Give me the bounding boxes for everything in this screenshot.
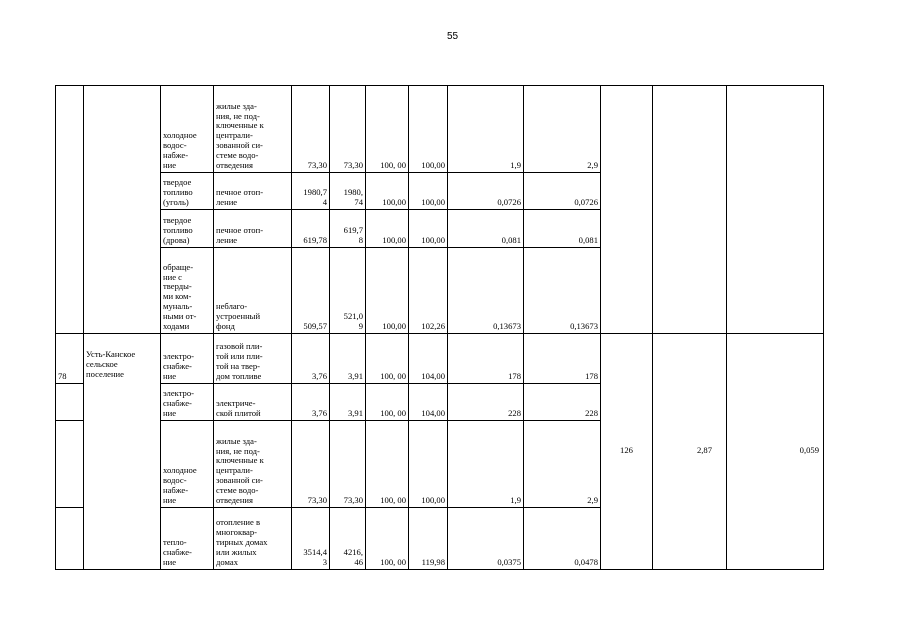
cell-v2: 3,91 xyxy=(330,384,366,421)
cell-type: печное отоп- ление xyxy=(214,173,292,210)
cell-service: электро- снабже- ние xyxy=(161,334,214,384)
cell-no xyxy=(56,421,84,508)
cell-v3: 100,00 xyxy=(366,248,409,334)
cell-v4: 100,00 xyxy=(409,210,448,248)
cell-service: электро- снабже- ние xyxy=(161,384,214,421)
cell-v1: 73,30 xyxy=(292,86,330,173)
cell-type: электриче- ской плитой xyxy=(214,384,292,421)
cell-v5: 0,13673 xyxy=(448,248,524,334)
cell-service: обраще- ние с тверды- ми ком- муналь- ными от- ходами xyxy=(161,248,214,334)
cell-v2: 3,91 xyxy=(330,334,366,384)
cell-service: холодное водос- набже- ние xyxy=(161,421,214,508)
cell-v4: 100,00 xyxy=(409,86,448,173)
cell-v5: 0,081 xyxy=(448,210,524,248)
cell-v1: 73,30 xyxy=(292,421,330,508)
cell-summary-c: 0,059 xyxy=(727,334,824,570)
cell-summary-b-top xyxy=(653,86,727,334)
cell-v6: 2,9 xyxy=(524,421,601,508)
cell-v2: 521,0 9 xyxy=(330,248,366,334)
cell-service: твердое топливо (уголь) xyxy=(161,173,214,210)
cell-v3: 100, 00 xyxy=(366,508,409,570)
cell-summary-b: 2,87 xyxy=(653,334,727,570)
cell-v5: 0,0375 xyxy=(448,508,524,570)
cell-v6: 2,9 xyxy=(524,86,601,173)
cell-v3: 100,00 xyxy=(366,210,409,248)
cell-v1: 3,76 xyxy=(292,334,330,384)
cell-v6: 0,081 xyxy=(524,210,601,248)
cell-no xyxy=(56,508,84,570)
cell-type: газовой пли- той или пли- той на твер- дом топливе xyxy=(214,334,292,384)
cell-v6: 0,0726 xyxy=(524,173,601,210)
cell-service: твердое топливо (дрова) xyxy=(161,210,214,248)
cell-service: тепло- снабже- ние xyxy=(161,508,214,570)
cell-summary-c-top xyxy=(727,86,824,334)
cell-summary-a-top xyxy=(601,86,653,334)
cell-v4: 104,00 xyxy=(409,384,448,421)
cell-v4: 102,26 xyxy=(409,248,448,334)
cell-v3: 100, 00 xyxy=(366,421,409,508)
cell-v5: 1,9 xyxy=(448,421,524,508)
cell-type: неблаго- устроенный фонд xyxy=(214,248,292,334)
table-row xyxy=(56,334,824,384)
cell-type: жилые зда- ния, не под- ключенные к централи- зованной си- стеме водо- отведения xyxy=(214,421,292,508)
cell-v2: 619,7 8 xyxy=(330,210,366,248)
cell-no xyxy=(56,86,84,334)
cell-v3: 100,00 xyxy=(366,173,409,210)
cell-type: жилые зда- ния, не под- ключенные к централи- зованной си- стеме водо- отведения xyxy=(214,86,292,173)
cell-v6: 228 xyxy=(524,384,601,421)
cell-v2: 73,30 xyxy=(330,86,366,173)
cell-v2: 73,30 xyxy=(330,421,366,508)
cell-v1: 619,78 xyxy=(292,210,330,248)
cell-v1: 509,57 xyxy=(292,248,330,334)
cell-v1: 1980,7 4 xyxy=(292,173,330,210)
cell-v5: 0,0726 xyxy=(448,173,524,210)
cell-settlement xyxy=(84,86,161,334)
cell-v5: 228 xyxy=(448,384,524,421)
cell-v4: 100,00 xyxy=(409,421,448,508)
cell-v3: 100, 00 xyxy=(366,86,409,173)
cell-v4: 104,00 xyxy=(409,334,448,384)
cell-v6: 0,0478 xyxy=(524,508,601,570)
cell-v6: 0,13673 xyxy=(524,248,601,334)
cell-type: отопление в многоквар- тирных домах или жилых домах xyxy=(214,508,292,570)
cell-v4: 119,98 xyxy=(409,508,448,570)
cell-v5: 1,9 xyxy=(448,86,524,173)
cell-v4: 100,00 xyxy=(409,173,448,210)
cell-settlement: Усть-Канское сельское поселение xyxy=(84,334,161,570)
cell-service: холодное водос- набже- ние xyxy=(161,86,214,173)
cell-v3: 100, 00 xyxy=(366,384,409,421)
cell-v1: 3,76 xyxy=(292,384,330,421)
cell-no: 78 xyxy=(56,334,84,384)
cell-v5: 178 xyxy=(448,334,524,384)
tariff-table xyxy=(55,85,824,570)
table-row xyxy=(56,86,824,173)
page-number: 55 xyxy=(446,31,459,42)
cell-no xyxy=(56,384,84,421)
cell-v2: 1980, 74 xyxy=(330,173,366,210)
cell-summary-a: 126 xyxy=(601,334,653,570)
cell-type: печное отоп- ление xyxy=(214,210,292,248)
cell-v1: 3514,4 3 xyxy=(292,508,330,570)
cell-v3: 100, 00 xyxy=(366,334,409,384)
cell-v6: 178 xyxy=(524,334,601,384)
cell-v2: 4216, 46 xyxy=(330,508,366,570)
